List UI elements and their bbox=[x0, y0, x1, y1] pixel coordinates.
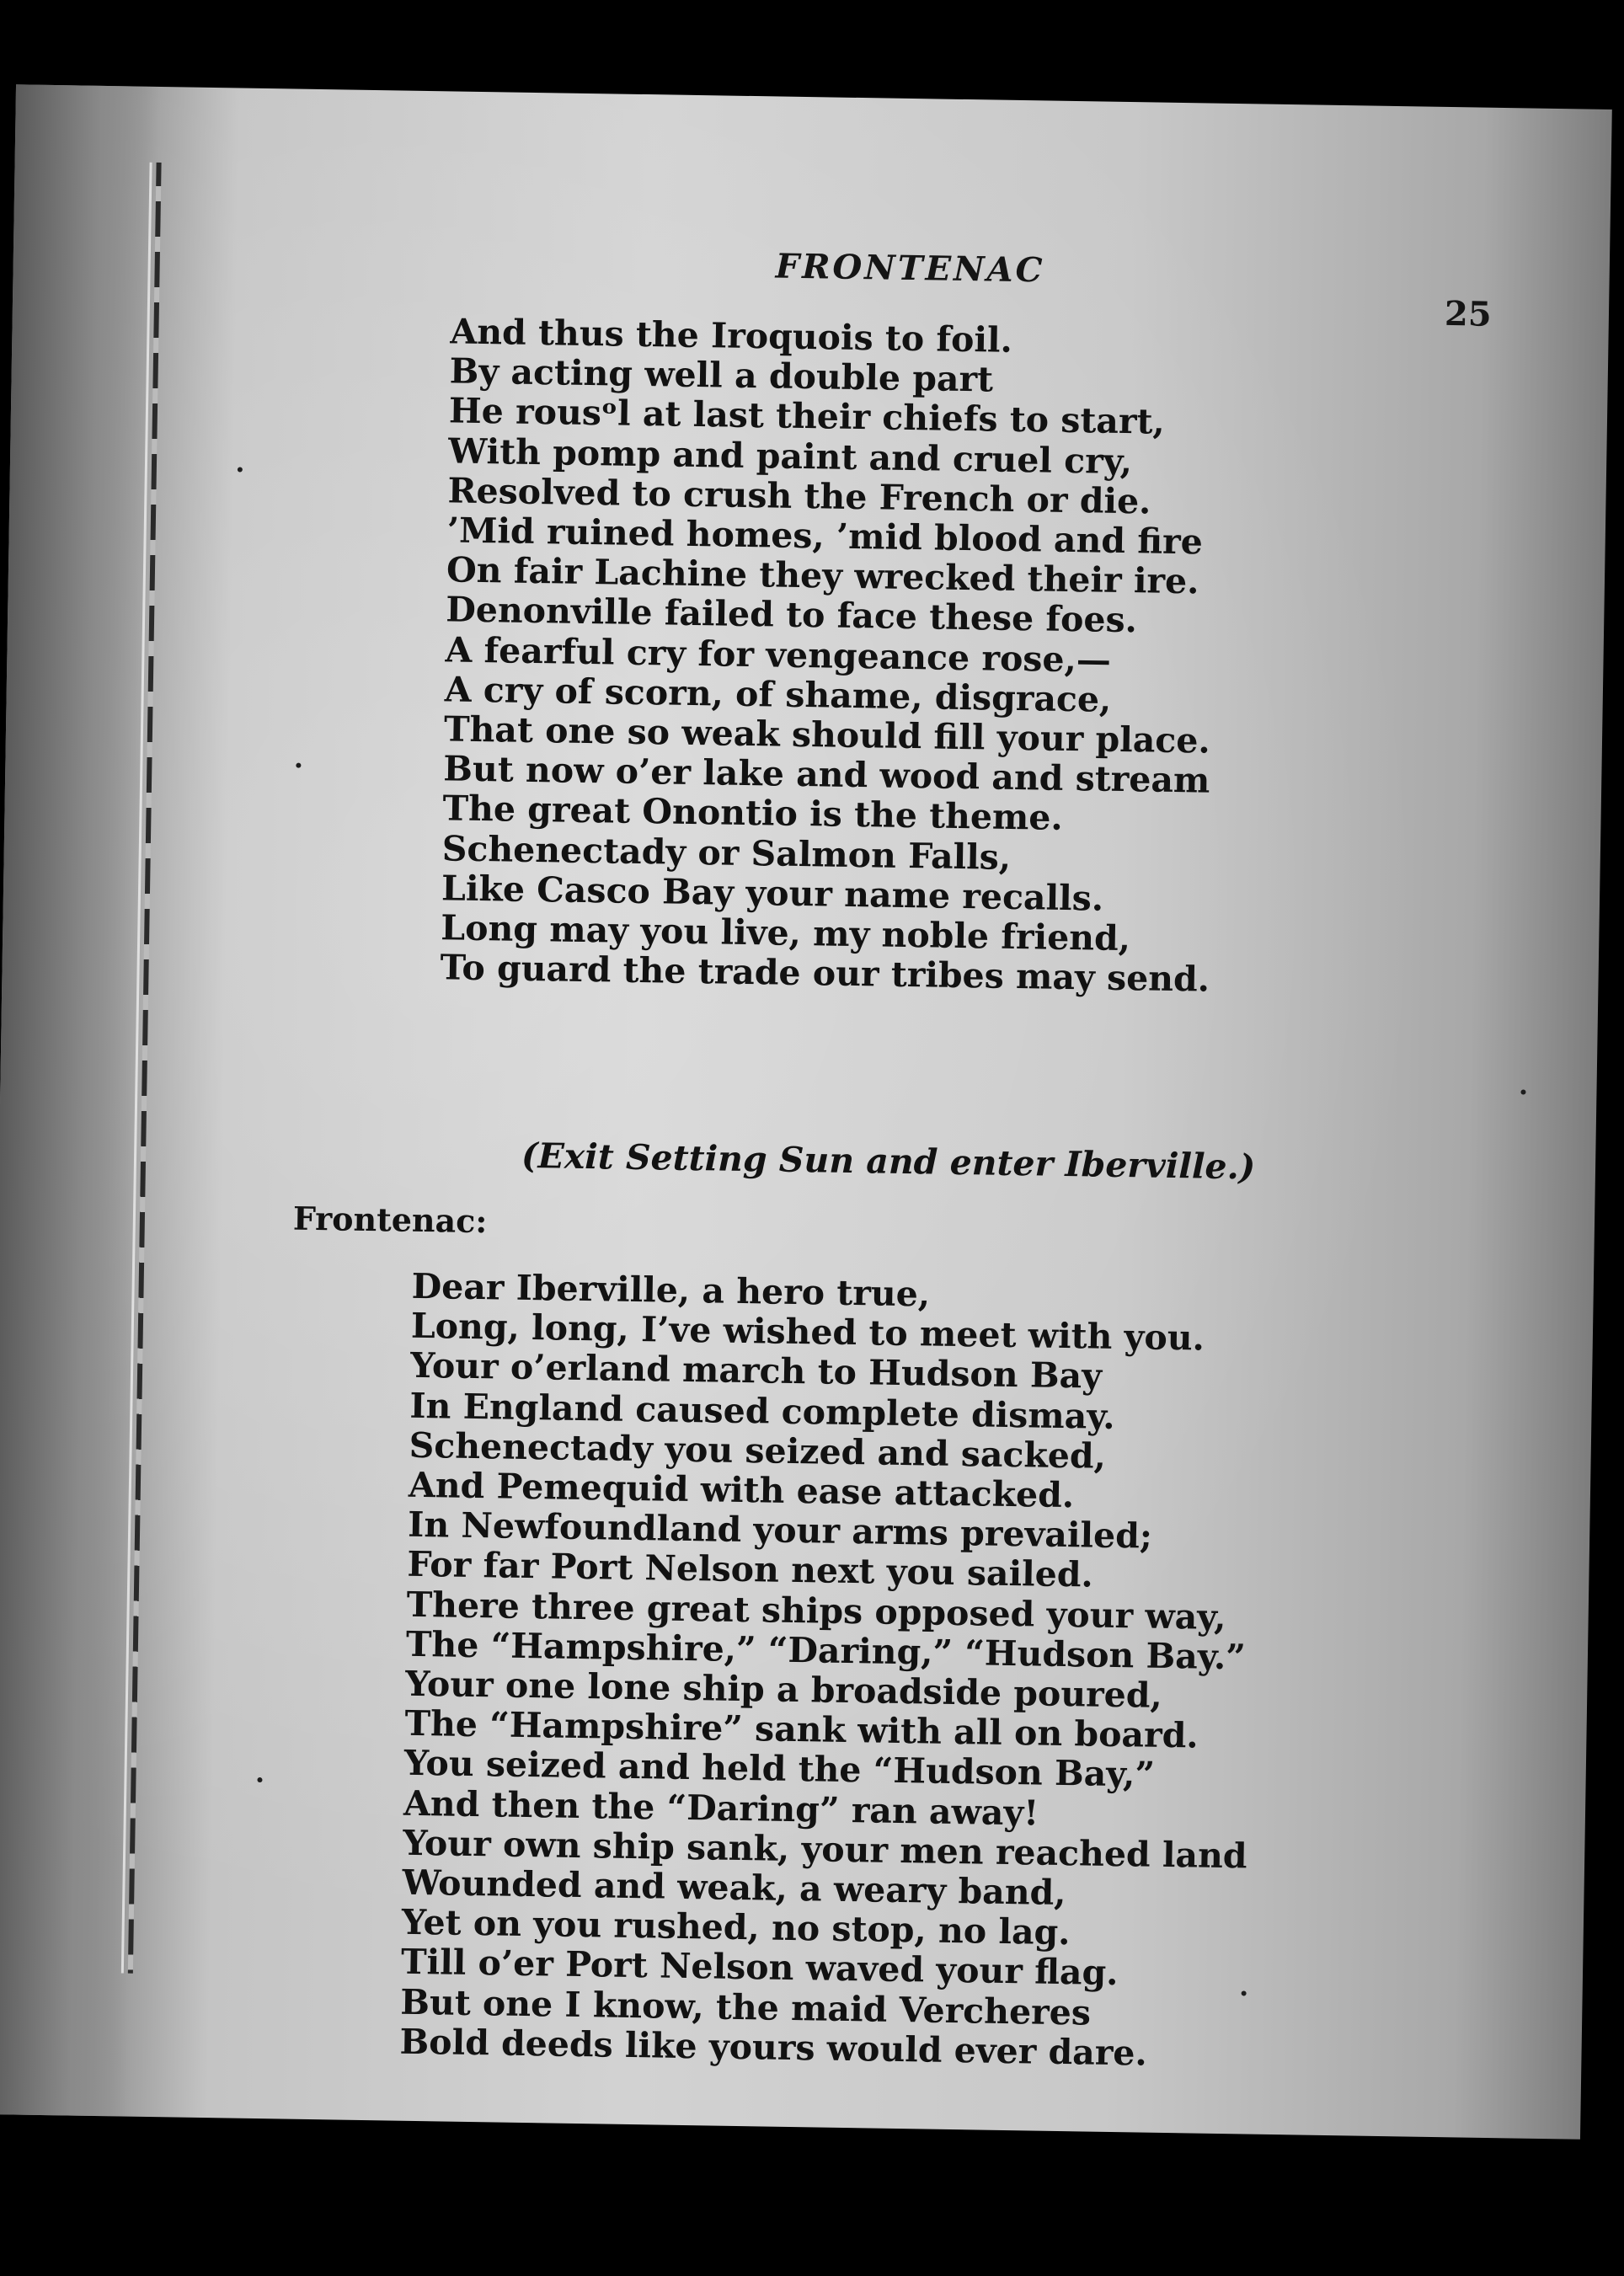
stanza-1 bbox=[440, 312, 1220, 1000]
verse-line: In Newfoundland your arms prevailed; bbox=[407, 1504, 1153, 1557]
verse-line: On fair Lachine they wrecked their ire. bbox=[446, 549, 1199, 602]
verse-line: For far Port Nelson next you sailed. bbox=[407, 1544, 1094, 1595]
verse-line: And then the “Daring” ran away! bbox=[403, 1782, 1039, 1834]
verse-line: Resolved to crush the French or die. bbox=[447, 470, 1151, 522]
verse-line: Dear Iberville, a hero true, bbox=[411, 1265, 931, 1315]
verse-line: To guard the trade our tribes may send. bbox=[440, 947, 1210, 1000]
stanza-2 bbox=[399, 1267, 1256, 2076]
verse-line: Wounded and weak, a weary band, bbox=[402, 1862, 1066, 1914]
book-page bbox=[0, 84, 1612, 2139]
verse-line: Like Casco Bay your name recalls. bbox=[441, 868, 1104, 919]
verse-line: A cry of scorn, of shame, disgrace, bbox=[444, 669, 1112, 720]
verse-line: With pomp and paint and cruel cry, bbox=[447, 430, 1133, 482]
page-number: 25 bbox=[1444, 293, 1493, 334]
verse-line: But one I know, the maid Vercheres bbox=[399, 1981, 1092, 2033]
verse-line: Yet on you rushed, no stop, no lag. bbox=[401, 1901, 1071, 1953]
verse-line: Bold deeds like yours would ever dare. bbox=[399, 2021, 1148, 2074]
verse-line: And Pemequid with ease attacked. bbox=[408, 1464, 1075, 1516]
verse-line: Your o’erland march to Hudson Bay bbox=[409, 1345, 1103, 1397]
verse-line: But now o’er lake and wood and stream bbox=[442, 748, 1210, 801]
print-speck bbox=[1242, 1990, 1247, 1996]
verse-line: He rous⁠ᵒ⁠l at last their chiefs to start, bbox=[448, 390, 1166, 443]
verse-line: And thus the Iroquois to foil. bbox=[450, 311, 1013, 361]
stage-direction: (Exit Setting Sun and enter Iberville.) bbox=[521, 1135, 1256, 1188]
verse-line: The “Hampshire,” “Daring,” “Hudson Bay.” bbox=[405, 1623, 1247, 1678]
verse-line: The great Onontio is the theme. bbox=[442, 788, 1064, 839]
verse-line: Till o’er Port Nelson waved your flag. bbox=[400, 1942, 1119, 1994]
verse-line: The “Hampshire” sank with all on board. bbox=[404, 1702, 1199, 1756]
verse-line: Schenectady you seized and sacked, bbox=[409, 1424, 1107, 1477]
verse-line: Schenectady or Salmon Falls, bbox=[441, 827, 1012, 878]
verse-line: That one so weak should fill your place. bbox=[443, 708, 1211, 761]
verse-line: Your own ship sank, your men reached land bbox=[402, 1822, 1247, 1877]
verse-line: ’Mid ruined homes, ’mid blood and fire bbox=[446, 510, 1204, 563]
print-speck bbox=[1520, 1089, 1525, 1094]
verse-line: Long may you live, my noble friend, bbox=[441, 907, 1131, 959]
verse-line: In England caused complete dismay. bbox=[409, 1385, 1116, 1437]
running-head: FRONTENAC bbox=[775, 246, 1045, 291]
verse-line: A fearful cry for vengeance rose,— bbox=[445, 628, 1112, 681]
print-speck bbox=[296, 763, 301, 768]
verse-line: You seized and held the “Hudson Bay,” bbox=[403, 1743, 1156, 1796]
verse-line: Your one lone ship a broadside poured, bbox=[404, 1663, 1163, 1716]
print-speck bbox=[238, 467, 243, 472]
verse-line: There three great ships opposed your way, bbox=[406, 1584, 1226, 1638]
speaker-name: Frontenac: bbox=[292, 1199, 488, 1241]
print-speck bbox=[257, 1777, 262, 1782]
verse-line: Long, long, I’ve wished to meet with you. bbox=[410, 1306, 1205, 1359]
verse-line: By acting well a double part bbox=[449, 350, 994, 400]
verse-line: Denonville failed to face these foes. bbox=[445, 589, 1138, 641]
